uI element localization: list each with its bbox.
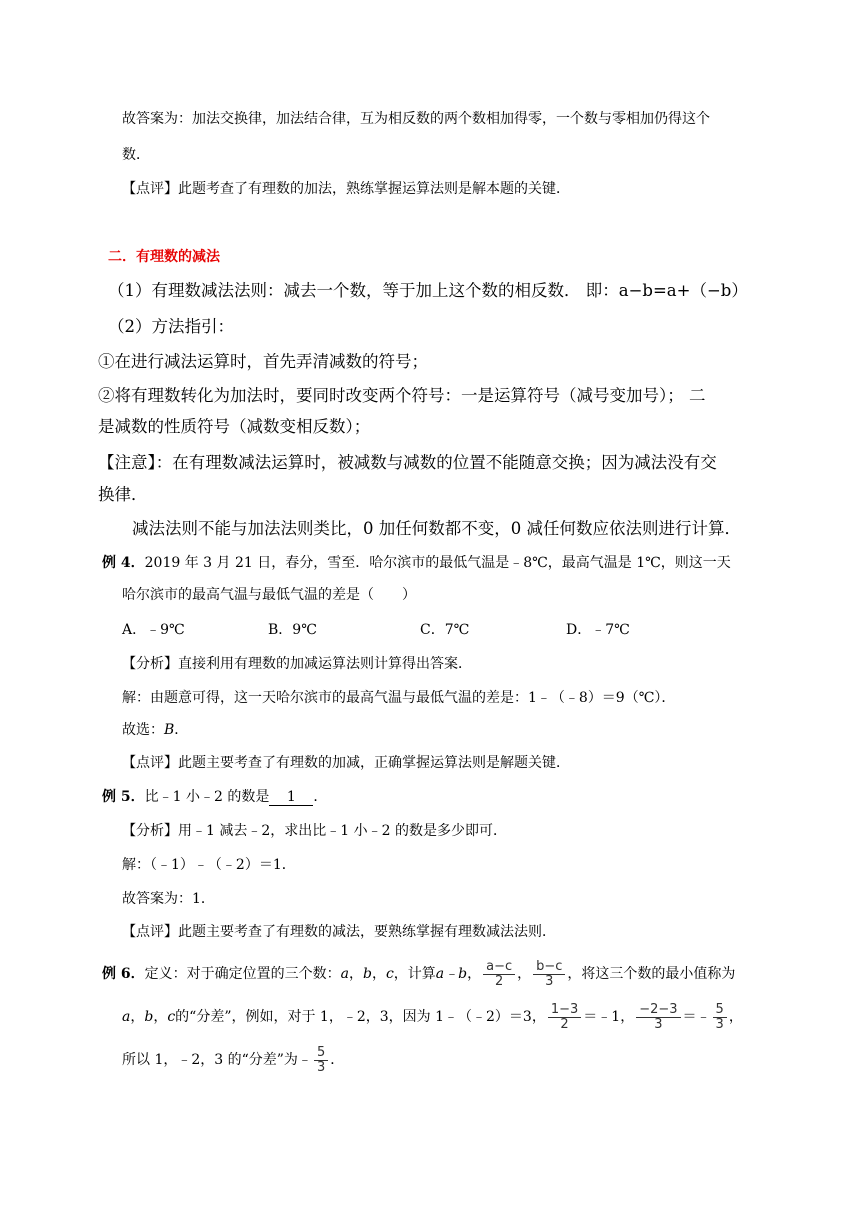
method-item-2-line-2: 是减数的性质符号（减数变相反数）； [98,417,371,436]
choice-prefix: 故选： [122,722,164,738]
fraction-numerator: 1−3 [550,1001,579,1017]
example-6-text-5: 所以 1，﹣2，3 的“分差”为﹣ [122,1052,312,1068]
fraction-denominator: 3 [314,1060,328,1075]
comma: ， [728,1009,743,1025]
fraction-numerator: b−c [536,958,563,974]
comma: ， [153,1009,168,1025]
var-c: c [167,1009,176,1025]
example-6-text-3: ，将这三个数的最小值称为 [567,966,736,982]
fraction-5-over-3 [713,1003,727,1032]
example-6-line-2 [122,997,743,1037]
example-4-text-1: 2019 年 3 月 21 日，春分，雪至．哈尔滨市的最低气温是﹣8℃，最高气温是 1℃，则这一天 [144,555,731,571]
example-6-text-1: 定义：对于确定位置的三个数： [144,966,341,982]
example-4-solution: 解：由题意可得，这一天哈尔滨市的最高气温与最低气温的差是：1﹣（﹣8）＝9（℃）． [122,690,676,706]
method-heading: （2）方法指引： [108,317,234,336]
comment-line: 【点评】此题考查了有理数的加法，熟练掌握运算法则是解本题的关键． [122,181,570,197]
example-5-analysis: 【分析】用﹣1 减去﹣2，求出比﹣1 小﹣2 的数是多少即可． [122,823,507,839]
fraction-1-minus-3-over-2 [548,1003,581,1032]
option-b: B．9℃ [268,622,317,638]
var-a: a [340,966,349,982]
example-6-text-2: ，计算 [393,966,436,982]
equals-minus-1: ＝﹣1， [583,1009,635,1025]
comma: ， [517,966,532,982]
example-5-suffix: ． [313,789,328,805]
example-4-analysis: 【分析】直接利用有理数的加减运算法则计算得出答案． [122,656,472,672]
example-5-comment: 【点评】此题主要考查了有理数的减法，要熟练掌握有理数减法法则． [122,924,556,940]
example-6-text-4: 的“分差”，例如，对于 1，﹣2，3，因为 1﹣（﹣2）＝3， [175,1009,546,1025]
comma: ， [348,966,363,982]
fraction-numerator: 5 [715,1001,724,1017]
fraction-denominator: 3 [713,1017,727,1032]
method-item-2-line-1: ②将有理数转化为加法时，要同时改变两个符号：一是运算符号（减号变加号）； 二 [98,386,706,405]
var-c: c [385,966,394,982]
answer-line-1: 故答案为：加法交换律，加法结合律，互为相反数的两个数相加得零，一个数与零相加仍得这个 [122,111,710,127]
example-6-label: 例 6． [102,966,145,982]
example-6-line-3 [122,1040,344,1080]
fraction-minus-2-minus-3-over-3 [636,1003,680,1032]
fraction-numerator: −2−3 [639,1001,678,1017]
rule-remark: 减法法则不能与加法法则类比，0 加任何数都不变，0 减任何数应依法则进行计算． [132,519,741,538]
example-4-choice [122,719,188,739]
note-line-1: 【注意】：在有理数减法运算时，被减数与减数的位置不能随意交换；因为减法没有交 [98,453,717,472]
example-5-label: 例 5． [102,789,145,805]
example-6-line-1 [102,954,735,994]
example-4-comment: 【点评】此题主要考查了有理数的加减，正确掌握运算法则是解题关键． [122,755,570,771]
period: ． [330,1052,345,1068]
note-line-2: 换律． [98,485,148,504]
example-4-label: 例 4． [102,555,145,571]
option-d: D．﹣7℃ [566,622,630,638]
comma: ， [130,1009,145,1025]
method-item-1: ①在进行减法运算时，首先弄清减数的符号； [98,352,428,371]
fraction-a-minus-c-over-2 [483,960,515,989]
expression-a-minus-b: a﹣b [435,966,468,982]
fraction-b-minus-c-over-3 [533,960,565,989]
answer-line-2: 数． [122,147,150,163]
example-5-text: 比﹣1 小﹣2 的数是 [144,789,270,805]
example-5-question [102,786,327,806]
section-heading: 二．有理数的减法 [108,249,220,265]
fraction-numerator: a−c [486,958,513,974]
var-a: a [122,1009,131,1025]
option-c: C．7℃ [420,622,470,638]
option-a: A．﹣9℃ [122,622,185,638]
rule-paragraph: （1）有理数减法法则：减去一个数，等于加上这个数的相反数． 即：a−b=a+（−b） [108,281,748,300]
var-b: b [144,1009,154,1025]
example-5-answer-blank: 1 [269,789,313,806]
example-4-question-line-1 [102,552,731,572]
comma: ， [371,966,386,982]
fraction-numerator: 5 [316,1044,326,1060]
var-b: b [362,966,372,982]
choice-letter: B [164,722,175,738]
fraction-denominator: 2 [548,1017,581,1032]
example-5-solution: 解：（﹣1）﹣（﹣2）＝1． [122,857,296,873]
example-4-question-line-2: 哈尔滨市的最高气温与最低气温的差是（ ） [122,587,416,603]
equals-minus: ＝﹣ [682,1009,711,1025]
fraction-denominator: 3 [533,974,565,989]
fraction-denominator: 2 [483,974,515,989]
fraction-5-over-3 [314,1046,328,1075]
choice-suffix: ． [174,722,189,738]
example-5-answer: 故答案为：1． [122,891,215,907]
fraction-denominator: 3 [636,1017,680,1032]
comma: ， [467,966,482,982]
